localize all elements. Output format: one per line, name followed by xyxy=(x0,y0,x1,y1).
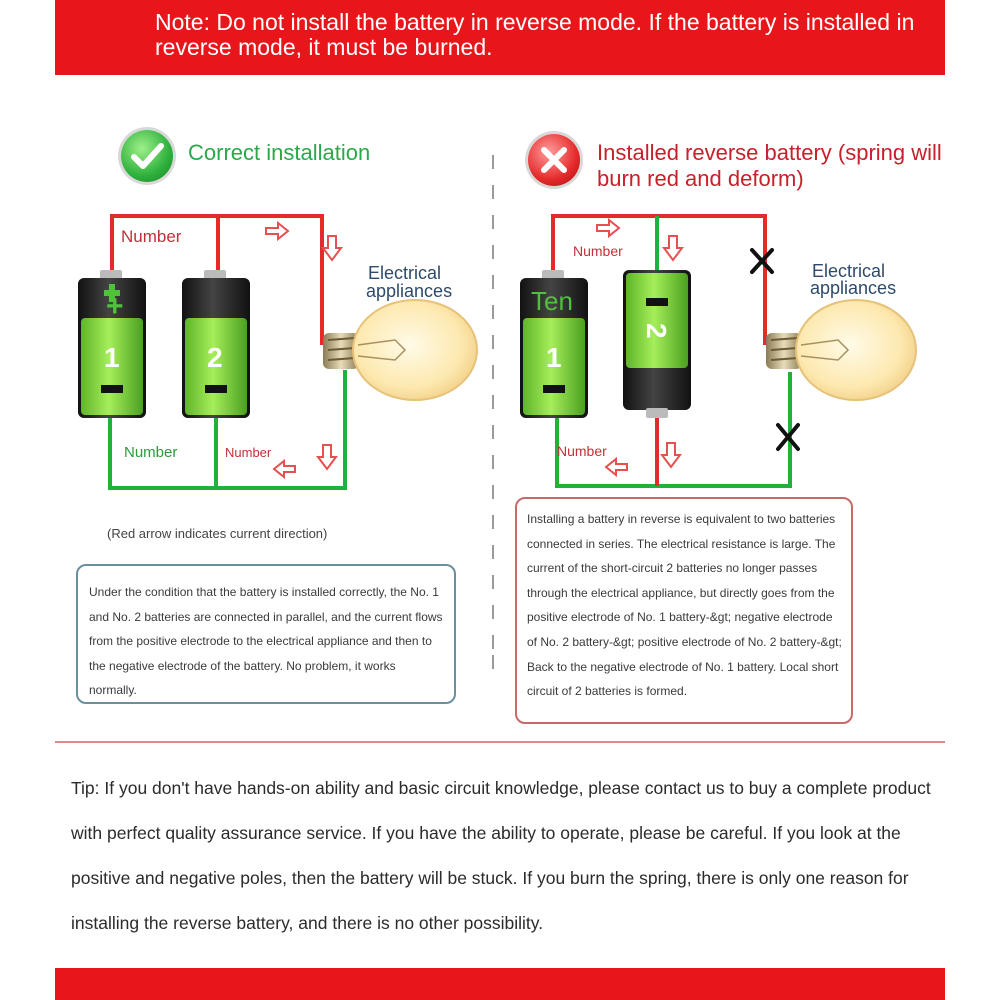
correct-description-box xyxy=(76,564,456,704)
battery-number: 1 xyxy=(546,342,562,373)
positive-terminal-label: + xyxy=(106,290,124,323)
tip-text: Tip: If you don't have hands-on ability and basic circuit knowledge, please contact us to buy a complete product with perfect quality assurance service. If you have the ability to operate, please be careful. If you look at the positive and negative poles, then the battery will be stuck. If you burn the spring, there is only one reason for installing the reverse battery, and there is no other possibility. xyxy=(71,778,931,933)
appliance-label: Electrical xyxy=(812,261,886,281)
reverse-description-box xyxy=(515,497,853,724)
diagram-caption: (Red arrow indicates current direction) xyxy=(107,526,328,541)
appliance-label: appliances xyxy=(366,281,453,301)
correct-description: Under the condition that the battery is installed correctly, the No. 1 and No. 2 batteries are connected in parallel, and the current flows from the positive electrode to the electrical appliance and then to the negative electrode of the battery. No problem, it works normally. xyxy=(89,585,443,698)
battery-2-reversed xyxy=(623,270,691,418)
battery-number: 2 xyxy=(207,342,223,373)
appliance-label: Electrical xyxy=(368,263,442,283)
wire-label: Number xyxy=(225,445,272,460)
reverse-installation-title: Installed reverse battery (spring will burn red and deform) xyxy=(597,140,942,191)
wire-label: Number xyxy=(124,444,178,461)
reverse-description: Installing a battery in reverse is equivalent to two batteries connected in series. The electrical resistance is large. The current of the short-circuit 2 batteries no longer passes through the electrical appliance, but directly goes from the positive electrode of No. 1 battery-&gt; negative electrode of No. 2 battery-&gt; positive electrode of No. 2 battery-&gt; Back to the negative electrode of No. 1 battery. Local short circuit of 2 batteries is formed. xyxy=(527,512,842,699)
wire-label: Number xyxy=(573,243,623,259)
bottom-banner xyxy=(55,968,945,1000)
battery-number: 1 xyxy=(104,342,120,373)
battery-top-label: Ten xyxy=(531,286,573,316)
correct-installation-title: Correct installation xyxy=(188,140,371,165)
wire-label: Number xyxy=(557,443,607,459)
section-divider xyxy=(55,741,945,743)
wire-label: Number xyxy=(121,227,182,246)
warning-note: Note: Do not install the battery in reverse mode. If the battery is installed in reverse mode, it must be burned. xyxy=(155,9,915,60)
battery-number: 2 xyxy=(641,323,672,339)
appliance-label: appliances xyxy=(810,278,897,298)
